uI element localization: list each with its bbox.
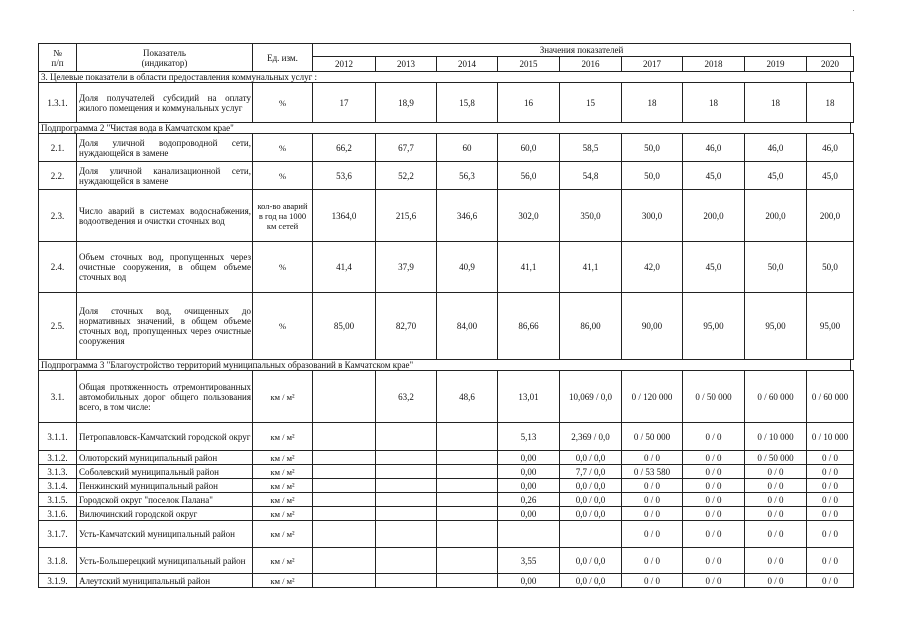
value-cell: 1364,0: [313, 190, 376, 242]
row-number: 2.1.: [39, 134, 77, 162]
value-cell: 0 / 0: [683, 493, 745, 507]
table-row: [39, 162, 854, 190]
unit-cell: км / м²: [253, 465, 313, 479]
value-cell: 46,0: [683, 134, 745, 162]
value-cell: [376, 451, 437, 465]
value-cell: 45,0: [745, 162, 807, 190]
value-cell: 0 / 0: [745, 465, 807, 479]
row-number: 3.1.2.: [39, 451, 77, 465]
row-number: 1.3.1.: [39, 83, 77, 123]
header-year: 2016: [560, 57, 622, 72]
value-cell: 15,8: [437, 83, 498, 123]
value-cell: 0 / 0: [622, 574, 683, 588]
row-number: 2.5.: [39, 293, 77, 360]
value-cell: [437, 521, 498, 548]
unit-cell: %: [253, 293, 313, 360]
value-cell: 0 / 10 000: [807, 423, 854, 451]
value-cell: [376, 479, 437, 493]
value-cell: [437, 451, 498, 465]
value-cell: 42,0: [622, 242, 683, 293]
value-cell: 17: [313, 83, 376, 123]
value-cell: [560, 521, 622, 548]
value-cell: 7,7 / 0,0: [560, 465, 622, 479]
value-cell: [313, 493, 376, 507]
value-cell: 41,1: [498, 242, 560, 293]
value-cell: 0 / 0: [622, 479, 683, 493]
value-cell: [437, 479, 498, 493]
value-cell: 0 / 0: [807, 479, 854, 493]
subprogram-title: Подпрограмма 2 "Чистая вода в Камчатском крае": [39, 123, 851, 134]
value-cell: 95,00: [745, 293, 807, 360]
indicator-name: Пенжинский муниципальный район: [77, 479, 253, 493]
value-cell: 0 / 0: [683, 574, 745, 588]
indicator-name: Усть-Большерецкий муниципальный район: [77, 548, 253, 574]
section-title: 3. Целевые показатели в области предоставления коммунальных услуг :: [39, 72, 851, 83]
value-cell: 200,0: [745, 190, 807, 242]
value-cell: [313, 548, 376, 574]
indicator-name: Доля уличной водопроводной сети, нуждающейся в замене: [77, 134, 253, 162]
value-cell: 215,6: [376, 190, 437, 242]
value-cell: 0 / 0: [807, 507, 854, 521]
value-cell: 50,0: [622, 162, 683, 190]
scan-speck: [853, 10, 854, 11]
value-cell: 3,55: [498, 548, 560, 574]
value-cell: 0 / 53 580: [622, 465, 683, 479]
row-number: 3.1.7.: [39, 521, 77, 548]
unit-cell: км / м²: [253, 479, 313, 493]
value-cell: 0 / 0: [807, 574, 854, 588]
unit-cell: %: [253, 242, 313, 293]
value-cell: 10,069 / 0,0: [560, 371, 622, 423]
value-cell: 18: [622, 83, 683, 123]
unit-cell: %: [253, 162, 313, 190]
value-cell: 0,0 / 0,0: [560, 507, 622, 521]
value-cell: [313, 507, 376, 521]
value-cell: 0 / 0: [807, 548, 854, 574]
value-cell: 0,00: [498, 465, 560, 479]
value-cell: 0 / 50 000: [622, 423, 683, 451]
value-cell: 302,0: [498, 190, 560, 242]
value-cell: 0,0 / 0,0: [560, 451, 622, 465]
value-cell: 13,01: [498, 371, 560, 423]
value-cell: 0 / 0: [622, 521, 683, 548]
value-cell: 0 / 0: [683, 465, 745, 479]
value-cell: 40,9: [437, 242, 498, 293]
value-cell: 86,00: [560, 293, 622, 360]
unit-cell: %: [253, 134, 313, 162]
value-cell: 16: [498, 83, 560, 123]
subprogram-title: Подпрограмма 3 "Благоустройство территорий муниципальных образований в Камчатском крае": [39, 360, 851, 371]
value-cell: 67,7: [376, 134, 437, 162]
value-cell: [313, 423, 376, 451]
value-cell: 0,26: [498, 493, 560, 507]
header-year: 2019: [745, 57, 807, 72]
value-cell: 0 / 0: [745, 507, 807, 521]
value-cell: 0 / 0: [683, 548, 745, 574]
header-year: 2013: [376, 57, 437, 72]
value-cell: 0,00: [498, 574, 560, 588]
unit-cell: км / м²: [253, 507, 313, 521]
value-cell: 346,6: [437, 190, 498, 242]
value-cell: 0 / 0: [683, 479, 745, 493]
unit-cell: км / м²: [253, 423, 313, 451]
header-indicator: Показатель (индикатор): [77, 44, 253, 72]
header-year: 2012: [313, 57, 376, 72]
indicator-name: Алеутский муниципальный район: [77, 574, 253, 588]
value-cell: 56,3: [437, 162, 498, 190]
value-cell: [313, 371, 376, 423]
table-row: [39, 521, 854, 548]
table-row: [39, 465, 854, 479]
row-number: 3.1.4.: [39, 479, 77, 493]
value-cell: 58,5: [560, 134, 622, 162]
header-year: 2017: [622, 57, 683, 72]
value-cell: 5,13: [498, 423, 560, 451]
value-cell: 18: [807, 83, 854, 123]
value-cell: 15: [560, 83, 622, 123]
indicator-name: Вилючинский городской округ: [77, 507, 253, 521]
value-cell: 0 / 0: [745, 521, 807, 548]
row-number: 2.4.: [39, 242, 77, 293]
row-number: 2.2.: [39, 162, 77, 190]
value-cell: 2,369 / 0,0: [560, 423, 622, 451]
value-cell: 54,8: [560, 162, 622, 190]
value-cell: 0 / 0: [745, 479, 807, 493]
value-cell: 0,00: [498, 507, 560, 521]
value-cell: 37,9: [376, 242, 437, 293]
value-cell: 0 / 0: [745, 574, 807, 588]
table-row: [39, 242, 854, 293]
unit-cell: км / м²: [253, 521, 313, 548]
value-cell: 0 / 0: [683, 423, 745, 451]
indicator-name: Число аварий в системах водоснабжения, водоотведения и очистки сточных вод: [77, 190, 253, 242]
row-number: 3.1.9.: [39, 574, 77, 588]
value-cell: 0 / 0: [622, 451, 683, 465]
value-cell: [498, 521, 560, 548]
row-number: 3.1.1.: [39, 423, 77, 451]
value-cell: 0 / 120 000: [622, 371, 683, 423]
table-row: [39, 83, 854, 123]
value-cell: 200,0: [807, 190, 854, 242]
value-cell: 0 / 0: [745, 548, 807, 574]
value-cell: 0,00: [498, 451, 560, 465]
indicator-name: Доля уличной канализационной сети, нуждающейся в замене: [77, 162, 253, 190]
table-row: [39, 479, 854, 493]
value-cell: 84,00: [437, 293, 498, 360]
value-cell: 46,0: [807, 134, 854, 162]
value-cell: 86,66: [498, 293, 560, 360]
value-cell: 0,0 / 0,0: [560, 574, 622, 588]
row-number: 3.1.5.: [39, 493, 77, 507]
value-cell: 0,00: [498, 479, 560, 493]
value-cell: [437, 507, 498, 521]
value-cell: 18: [683, 83, 745, 123]
unit-cell: км / м²: [253, 451, 313, 465]
header-year: 2020: [807, 57, 854, 72]
value-cell: 0 / 0: [683, 451, 745, 465]
value-cell: 18,9: [376, 83, 437, 123]
value-cell: 0,0 / 0,0: [560, 479, 622, 493]
table-row: [39, 134, 854, 162]
value-cell: [376, 493, 437, 507]
value-cell: 0 / 0: [807, 451, 854, 465]
value-cell: 350,0: [560, 190, 622, 242]
value-cell: 0 / 60 000: [807, 371, 854, 423]
value-cell: [437, 423, 498, 451]
indicator-name: Доля сточных вод, очищенных до нормативных значений, в общем объеме сточных вод, пропущенных через очистные сооружения: [77, 293, 253, 360]
value-cell: 0 / 0: [683, 521, 745, 548]
value-cell: 0 / 0: [622, 548, 683, 574]
value-cell: 0 / 0: [745, 493, 807, 507]
value-cell: 48,6: [437, 371, 498, 423]
value-cell: 53,6: [313, 162, 376, 190]
table-row: [39, 507, 854, 521]
unit-cell: км / м²: [253, 548, 313, 574]
value-cell: 85,00: [313, 293, 376, 360]
unit-cell: км / м²: [253, 371, 313, 423]
row-number: 3.1.: [39, 371, 77, 423]
value-cell: 0 / 0: [807, 465, 854, 479]
value-cell: 0 / 0: [622, 493, 683, 507]
value-cell: [376, 574, 437, 588]
value-cell: 66,2: [313, 134, 376, 162]
value-cell: [437, 574, 498, 588]
value-cell: 0 / 60 000: [745, 371, 807, 423]
value-cell: 90,00: [622, 293, 683, 360]
row-number: 2.3.: [39, 190, 77, 242]
value-cell: 63,2: [376, 371, 437, 423]
header-year: 2014: [437, 57, 498, 72]
indicator-name: Общая протяженность отремонтированных автомобильных дорог общего пользования всего, в том числе:: [77, 371, 253, 423]
table-row: [39, 548, 854, 574]
indicator-name: Олюторский муниципальный район: [77, 451, 253, 465]
value-cell: 60,0: [498, 134, 560, 162]
value-cell: 50,0: [745, 242, 807, 293]
value-cell: [376, 548, 437, 574]
value-cell: [437, 493, 498, 507]
value-cell: [376, 465, 437, 479]
value-cell: 0,0 / 0,0: [560, 493, 622, 507]
indicator-name: Доля получателей субсидий на оплату жилого помещения и коммунальных услуг: [77, 83, 253, 123]
value-cell: [313, 451, 376, 465]
value-cell: 56,0: [498, 162, 560, 190]
unit-cell: км / м²: [253, 574, 313, 588]
value-cell: 0 / 50 000: [745, 451, 807, 465]
value-cell: [313, 465, 376, 479]
unit-cell: кол-во аварий в год на 1000 км сетей: [253, 190, 313, 242]
value-cell: 41,1: [560, 242, 622, 293]
value-cell: 0 / 50 000: [683, 371, 745, 423]
table-row: [39, 293, 854, 360]
value-cell: [376, 521, 437, 548]
unit-cell: км / м²: [253, 493, 313, 507]
indicator-name: Усть-Камчатский муниципальный район: [77, 521, 253, 548]
header-no: № п/п: [39, 44, 77, 72]
value-cell: 0 / 0: [807, 493, 854, 507]
value-cell: 52,2: [376, 162, 437, 190]
value-cell: 46,0: [745, 134, 807, 162]
row-number: 3.1.3.: [39, 465, 77, 479]
header-year: 2015: [498, 57, 560, 72]
header-values: Значения показателей: [313, 44, 851, 57]
value-cell: [376, 423, 437, 451]
value-cell: [437, 465, 498, 479]
value-cell: [376, 507, 437, 521]
table-row: [39, 493, 854, 507]
value-cell: [313, 574, 376, 588]
indicators-table: [38, 43, 854, 588]
value-cell: 50,0: [807, 242, 854, 293]
value-cell: [313, 521, 376, 548]
value-cell: 41,4: [313, 242, 376, 293]
value-cell: 300,0: [622, 190, 683, 242]
header-year: 2018: [683, 57, 745, 72]
value-cell: [437, 548, 498, 574]
value-cell: 200,0: [683, 190, 745, 242]
row-number: 3.1.6.: [39, 507, 77, 521]
value-cell: 45,0: [683, 242, 745, 293]
value-cell: 0 / 0: [622, 507, 683, 521]
value-cell: 95,00: [807, 293, 854, 360]
value-cell: 18: [745, 83, 807, 123]
indicator-name: Петропавловск-Камчатский городской округ: [77, 423, 253, 451]
value-cell: 50,0: [622, 134, 683, 162]
indicator-name: Соболевский муниципальный район: [77, 465, 253, 479]
value-cell: 0 / 0: [683, 507, 745, 521]
value-cell: 0 / 0: [807, 521, 854, 548]
value-cell: 82,70: [376, 293, 437, 360]
value-cell: 45,0: [683, 162, 745, 190]
unit-cell: %: [253, 83, 313, 123]
value-cell: [313, 479, 376, 493]
value-cell: 60: [437, 134, 498, 162]
table-row: [39, 190, 854, 242]
table-row: [39, 423, 854, 451]
indicator-name: Объем сточных вод, пропущенных через очистные сооружения, в общем объеме сточных вод: [77, 242, 253, 293]
header-unit: Ед. изм.: [253, 44, 313, 72]
indicator-name: Городской округ "поселок Палана": [77, 493, 253, 507]
value-cell: 45,0: [807, 162, 854, 190]
table-row: [39, 371, 854, 423]
row-number: 3.1.8.: [39, 548, 77, 574]
value-cell: 95,00: [683, 293, 745, 360]
table-row: [39, 574, 854, 588]
value-cell: 0 / 10 000: [745, 423, 807, 451]
value-cell: 0,0 / 0,0: [560, 548, 622, 574]
table-row: [39, 451, 854, 465]
